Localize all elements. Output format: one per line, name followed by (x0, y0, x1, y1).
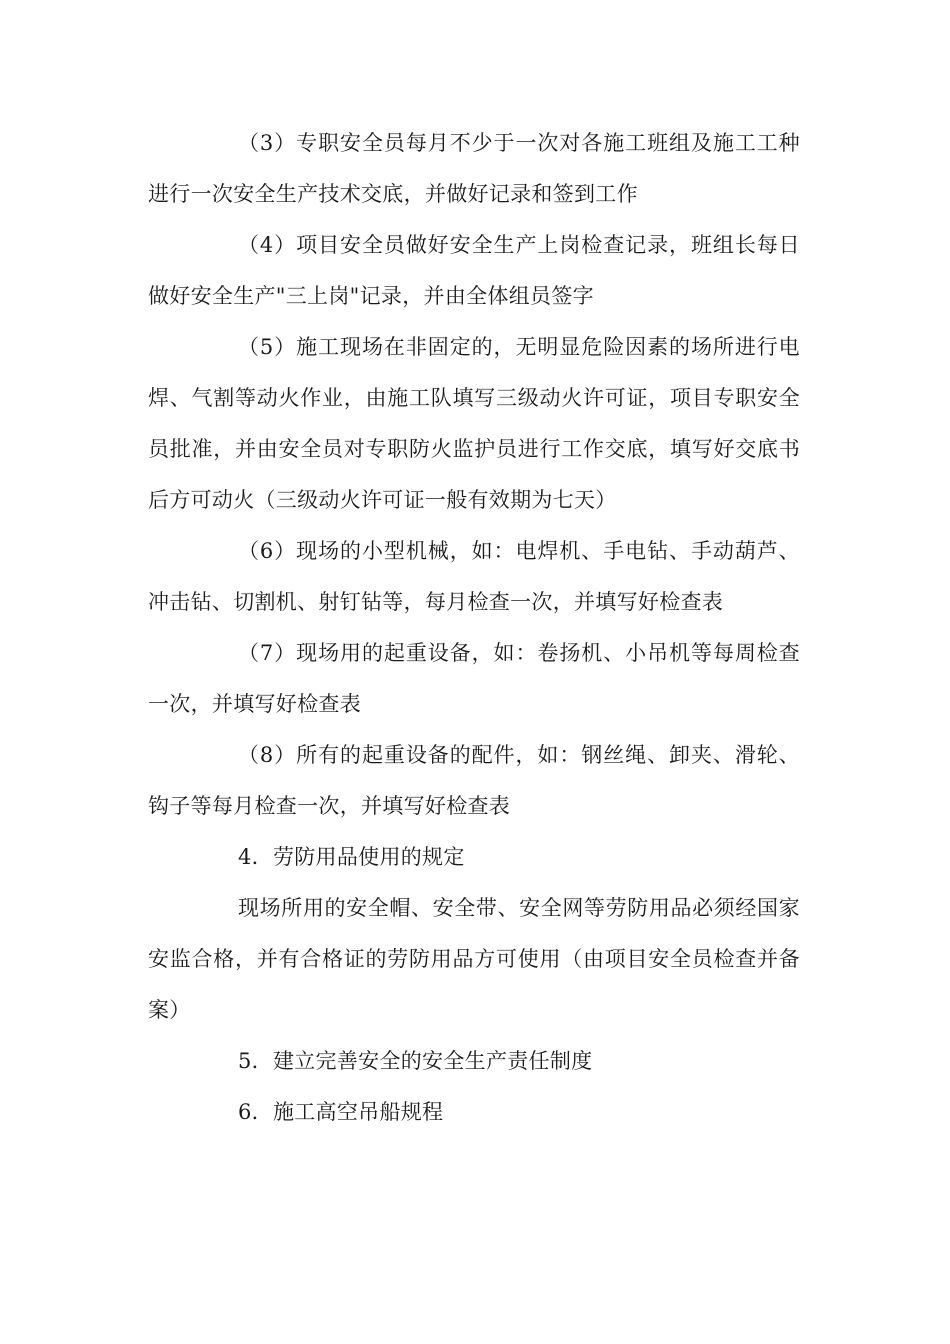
section-heading-4: 4．劳防用品使用的规定 (238, 845, 465, 869)
section-heading-5: 5．建立完善安全的安全生产责任制度 (238, 1049, 593, 1073)
document-page (148, 118, 800, 1138)
paragraph-item-5: （5）施工现场在非固定的，无明显危险因素的场所进行电焊、气割等动火作业，由施工队填写三级动火许可证，项目专职安全员批准，并由安全员对专职防火监护员进行工作交底，填写好交底书后方可动火（三级动火许可证一般有效期为七天） (148, 335, 800, 512)
section-heading-6: 6．施工高空吊船规程 (238, 1100, 444, 1124)
paragraph-item-3: （3）专职安全员每月不少于一次对各施工班组及施工工种进行一次安全生产技术交底，并做好记录和签到工作 (148, 131, 800, 206)
paragraph-protective-equipment: 现场所用的安全帽、安全带、安全网等劳防用品必须经国家安监合格，并有合格证的劳防用品方可使用（由项目安全员检查并备案） (148, 896, 800, 1022)
paragraph-item-8: （8）所有的起重设备的配件，如：钢丝绳、卸夹、滑轮、钩子等每月检查一次，并填写好检查表 (148, 743, 800, 818)
paragraph-item-4: （4）项目安全员做好安全生产上岗检查记录，班组长每日做好安全生产"三上岗"记录，并由全体组员签字 (148, 233, 800, 308)
paragraph-item-6: （6）现场的小型机械，如：电焊机、手电钻、手动葫芦、冲击钻、切割机、射钉钻等，每月检查一次，并填写好检查表 (148, 539, 800, 614)
paragraph-item-7: （7）现场用的起重设备，如：卷扬机、小吊机等每周检查一次，并填写好检查表 (148, 641, 800, 716)
